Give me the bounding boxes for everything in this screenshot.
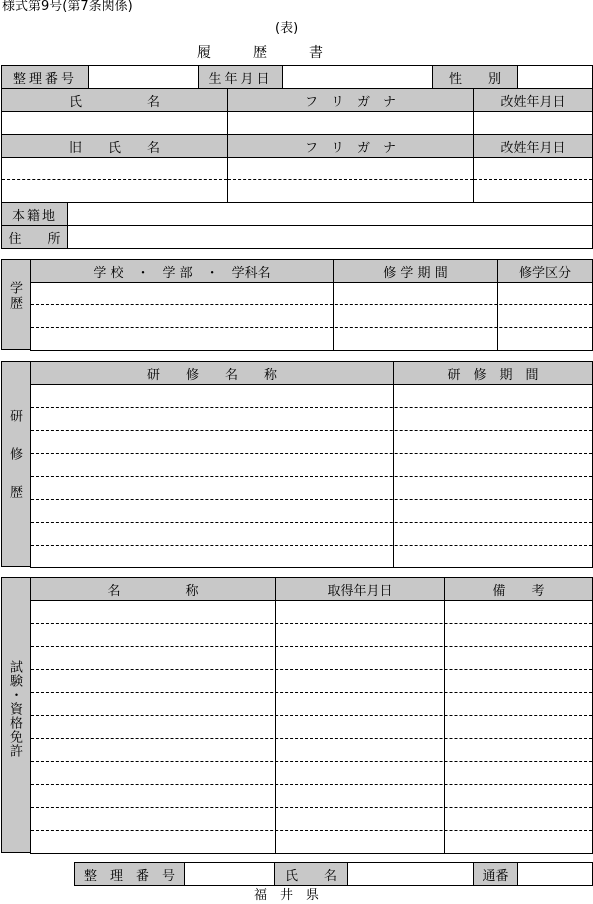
honseki-field[interactable] [68,203,593,226]
footer-seiri-bangou-field[interactable] [185,863,275,886]
training-row-line [31,407,592,408]
footer-name-label: 氏 名 [275,863,348,886]
address-table [1,202,593,249]
license-row-line [31,623,592,624]
license-row-line [31,807,592,808]
education-table [30,259,593,351]
furigana2-field-2[interactable] [228,180,474,203]
name-table [1,88,593,203]
training-period-header: 研 修 期 間 [394,362,593,385]
license-row-line [31,692,592,693]
license-row-line [31,830,592,831]
name-change-date2-field-1[interactable] [474,158,593,180]
license-row-line [31,669,592,670]
license-note-cell[interactable] [445,601,593,854]
footer-table [74,862,593,886]
prefecture-name: 福 井 県 [254,888,320,903]
training-row-line [31,476,592,477]
name-change-date2-field-2[interactable] [474,180,593,203]
license-date-cell[interactable] [276,601,445,854]
license-row-line [31,738,592,739]
license-side-label: 試験・資格免許 [7,660,22,758]
birthdate-label: 生年月日 [199,66,283,89]
training-row-line [31,522,592,523]
edu-row-line [31,327,592,328]
name-change-date2-header: 改姓年月日 [474,135,593,158]
name-change-date-header: 改姓年月日 [474,89,593,112]
training-table [30,361,593,568]
license-row-line [31,646,592,647]
furigana2-header: フ リ ガ ナ [228,135,474,158]
seiri-bangou-label: 整理番号 [2,66,89,89]
honseki-label: 本籍地 [2,203,68,226]
license-row-line [31,761,592,762]
license-row-line [31,715,592,716]
form-number: 様式第9号(第7条関係) [2,0,133,14]
edu-type-header: 修学区分 [498,260,593,283]
training-side-label: 研修歴 [7,409,22,523]
name-header: 氏 名 [2,89,228,112]
address-field[interactable] [68,226,593,249]
license-name-cell[interactable] [31,601,276,854]
edu-school-header: 学 校 ・ 学 部 ・ 学科名 [31,260,334,283]
license-date-header: 取得年月日 [276,578,445,601]
sex-label: 性 別 [433,66,518,89]
furigana-header: フ リ ガ ナ [228,89,474,112]
birthdate-field[interactable] [283,66,433,89]
edu-school-cell[interactable] [31,283,334,351]
education-side-label: 学歴 [7,281,22,311]
footer-seiri-bangou-label: 整 理 番 号 [75,863,185,886]
training-row-line [31,430,592,431]
edu-period-header: 修 学 期 間 [334,260,498,283]
edu-type-cell[interactable] [498,283,593,351]
name-field[interactable] [2,112,228,135]
form-side: (表) [275,21,299,36]
furigana2-field-1[interactable] [228,158,474,180]
sex-field[interactable] [518,66,593,89]
footer-name-field[interactable] [348,863,474,886]
training-row-line [31,545,592,546]
license-name-header: 名 称 [31,578,276,601]
top-info-table [1,65,593,89]
training-row-line [31,453,592,454]
footer-serial-label: 通番 [474,863,518,886]
training-name-header: 研 修 名 称 [31,362,394,385]
form-title: 履 歴 書 [197,45,323,61]
edu-period-cell[interactable] [334,283,498,351]
furigana-field[interactable] [228,112,474,135]
edu-row-line [31,304,592,305]
name-change-date-field[interactable] [474,112,593,135]
old-name-field-1[interactable] [2,158,228,180]
old-name-header: 旧 氏 名 [2,135,228,158]
license-note-header: 備 考 [445,578,593,601]
footer-serial-field[interactable] [518,863,593,886]
old-name-field-2[interactable] [2,180,228,203]
license-row-line [31,784,592,785]
seiri-bangou-field[interactable] [89,66,199,89]
training-row-line [31,499,592,500]
address-label: 住 所 [2,226,68,249]
